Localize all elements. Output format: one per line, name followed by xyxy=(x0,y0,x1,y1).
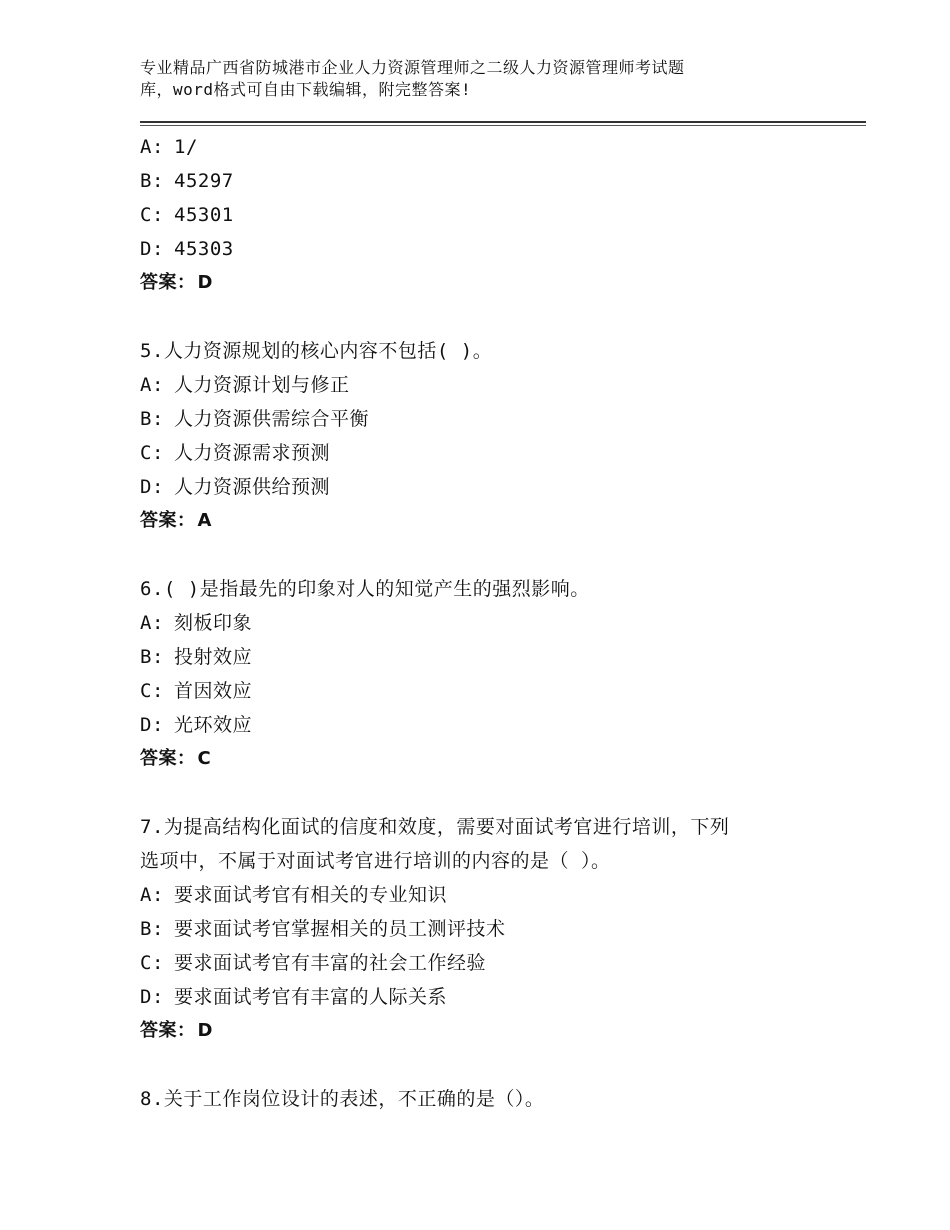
option-label: C: xyxy=(140,204,164,226)
option-a xyxy=(140,130,840,164)
answer-value: C xyxy=(197,748,212,769)
option-b xyxy=(140,164,840,198)
spacer xyxy=(140,776,840,810)
option-a xyxy=(140,878,840,912)
option-label: B: xyxy=(140,408,164,430)
option-a xyxy=(140,606,840,640)
answer-label: 答案： xyxy=(140,1020,196,1041)
option-label: A: xyxy=(140,136,164,158)
answer-line xyxy=(140,266,840,300)
option-label: C: xyxy=(140,952,164,974)
question-4 xyxy=(140,130,840,300)
option-text: 要求面试考官掌握相关的员工测评技术 xyxy=(174,918,506,940)
header-line-1: 专业精品广西省防城港市企业人力资源管理师之二级人力资源管理师考试题 xyxy=(140,58,685,77)
answer-value: D xyxy=(197,1020,213,1041)
option-c xyxy=(140,198,840,232)
option-text: 45301 xyxy=(174,204,234,226)
option-a xyxy=(140,368,840,402)
option-text: 要求面试考官有丰富的人际关系 xyxy=(174,986,448,1008)
answer-line xyxy=(140,1014,840,1048)
question-6 xyxy=(140,572,840,776)
answer-label: 答案： xyxy=(140,748,196,769)
answer-value: D xyxy=(197,272,213,293)
option-text: 光环效应 xyxy=(174,714,253,736)
option-d xyxy=(140,980,840,1014)
question-5 xyxy=(140,334,840,538)
question-7 xyxy=(140,810,840,1048)
option-d xyxy=(140,708,840,742)
question-8 xyxy=(140,1082,840,1116)
option-text: 人力资源供给预测 xyxy=(174,476,331,498)
option-text: 投射效应 xyxy=(174,646,253,668)
document-header xyxy=(140,57,780,101)
answer-label: 答案： xyxy=(140,510,196,531)
option-c xyxy=(140,436,840,470)
spacer xyxy=(140,1048,840,1082)
question-stem: 6.( )是指最先的印象对人的知觉产生的强烈影响。 xyxy=(140,578,590,600)
option-text: 人力资源供需综合平衡 xyxy=(174,408,370,430)
option-b xyxy=(140,912,840,946)
option-text: 要求面试考官有丰富的社会工作经验 xyxy=(174,952,487,974)
answer-line xyxy=(140,504,840,538)
option-text: 要求面试考官有相关的专业知识 xyxy=(174,884,448,906)
option-label: A: xyxy=(140,612,164,634)
option-text: 首因效应 xyxy=(174,680,253,702)
option-d xyxy=(140,232,840,266)
document-body xyxy=(140,130,840,1116)
option-label: A: xyxy=(140,884,164,906)
option-text: 45303 xyxy=(174,238,234,260)
question-stem: 5.人力资源规划的核心内容不包括( )。 xyxy=(140,340,493,362)
header-rule-thin xyxy=(140,125,866,126)
option-label: D: xyxy=(140,238,164,260)
question-stem-line-1: 7.为提高结构化面试的信度和效度，需要对面试考官进行培训，下列 xyxy=(140,816,730,838)
question-stem: 8.关于工作岗位设计的表述，不正确的是（）。 xyxy=(140,1088,545,1110)
option-text: 人力资源需求预测 xyxy=(174,442,331,464)
option-text: 人力资源计划与修正 xyxy=(174,374,350,396)
option-label: D: xyxy=(140,476,164,498)
option-b xyxy=(140,640,840,674)
option-label: B: xyxy=(140,170,164,192)
option-text: 45297 xyxy=(174,170,234,192)
spacer xyxy=(140,538,840,572)
option-label: B: xyxy=(140,918,164,940)
answer-line xyxy=(140,742,840,776)
option-text: 1/ xyxy=(174,136,198,158)
option-label: D: xyxy=(140,714,164,736)
option-b xyxy=(140,402,840,436)
option-text: 刻板印象 xyxy=(174,612,253,634)
header-line-2: 库，word格式可自由下载编辑，附完整答案! xyxy=(140,80,472,99)
option-d xyxy=(140,470,840,504)
option-label: A: xyxy=(140,374,164,396)
answer-value: A xyxy=(197,510,212,531)
question-stem-line-2: 选项中，不属于对面试考官进行培训的内容的是（ ）。 xyxy=(140,850,611,872)
option-c xyxy=(140,674,840,708)
option-c xyxy=(140,946,840,980)
option-label: C: xyxy=(140,442,164,464)
spacer xyxy=(140,300,840,334)
header-rule-thick xyxy=(140,121,866,123)
option-label: C: xyxy=(140,680,164,702)
option-label: B: xyxy=(140,646,164,668)
option-label: D: xyxy=(140,986,164,1008)
answer-label: 答案： xyxy=(140,272,196,293)
